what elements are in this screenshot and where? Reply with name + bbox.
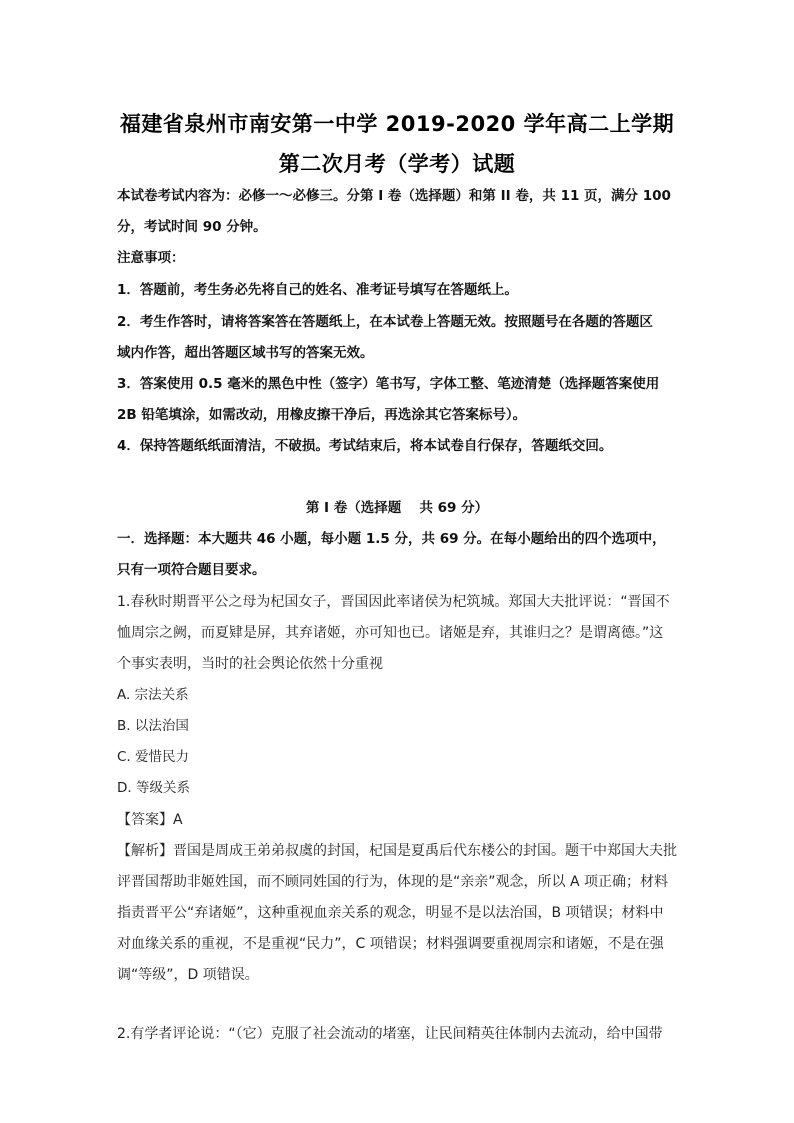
question-1-stem: 1.春秋时期晋平公之母为杞国女子，晋国因此率诸侯为杞筑城。郑国大夫批评说：“晋国不 <box>117 594 670 610</box>
notes-item: 1．答题前，考生务必先将自己的姓名、准考证号填写在答题纸上。 <box>117 282 518 298</box>
option-a: A. 宗法关系 <box>117 687 189 703</box>
notes-item: 2．考生作答时，请将答案答在答题纸上，在本试卷上答题无效。按照题号在各题的答题区 <box>117 314 653 330</box>
question-1-stem: 恤周宗之阙，而夏肄是屏，其弃诸姬，亦可知也已。诸姬是弃，其谁归之？是谓离德。”这 <box>117 625 664 641</box>
analysis-text: 对血缘关系的重视，不是重视“民力”，C 项错误；材料强调要重视周宗和诸姬，不是在强 <box>117 936 664 952</box>
page-title: 福建省泉州市南安第一中学 2019-2020 学年高二上学期 <box>119 112 675 136</box>
page-subtitle: 第二次月考（学考）试题 <box>278 152 516 176</box>
notes-item: 2B 铅笔填涂，如需改动，用橡皮擦干净后，再选涂其它答案标号）。 <box>117 407 527 423</box>
answer-label: 【答案】A <box>117 812 183 828</box>
analysis-text: 指责晋平公“弃诸姬”，这种重视血亲关系的观念，明显不是以法治国，B 项错误；材料中 <box>117 905 664 921</box>
analysis-text: 【解析】晋国是周成王弟弟叔虞的封国，杞国是夏禹后代东楼公的封国。题干中郑国大夫批 <box>117 843 677 859</box>
notes-item: 4．保持答题纸纸面清洁，不破损。考试结束后，将本试卷自行保存，答题纸交回。 <box>117 438 613 454</box>
question-2-stem: 2.有学者评论说：“（它）克服了社会流动的堵塞，让民间精英往体制内去流动，给中国带 <box>117 1026 663 1042</box>
section-instructions: 只有一项符合题目要求。 <box>117 562 266 578</box>
option-d: D. 等级关系 <box>117 780 190 796</box>
notes-heading: 注意事项： <box>117 250 185 266</box>
section-instructions: 一．选择题：本大题共 46 小题，每小题 1.5 分，共 69 分。在每小题给出的四个选项中， <box>117 531 666 547</box>
analysis-text: 评晋国帮助非姬姓国，而不顾同姓国的行为，体现的是“亲亲”观念，所以 A 项正确；材料 <box>117 874 668 890</box>
section-heading: 第 I 卷（选择题 共 69 分） <box>305 500 489 516</box>
option-c: C. 爱惜民力 <box>117 749 190 765</box>
intro-line-2: 分，考试时间 90 分钟。 <box>117 219 267 235</box>
notes-item: 3．答案使用 0.5 毫米的黑色中性（签字）笔书写，字体工整、笔迹清楚（选择题答案使用 <box>117 376 660 392</box>
option-b: B. 以法治国 <box>117 718 189 734</box>
notes-item: 域内作答，超出答题区域书写的答案无效。 <box>117 345 374 361</box>
analysis-text: 调“等级”，D 项错误。 <box>117 967 259 983</box>
intro-line-1: 本试卷考试内容为：必修一～必修三。分第 I 卷（选择题）和第 II 卷，共 11 页，满分 100 <box>117 188 671 204</box>
question-1-stem: 个事实表明，当时的社会舆论依然十分重视 <box>117 656 383 672</box>
